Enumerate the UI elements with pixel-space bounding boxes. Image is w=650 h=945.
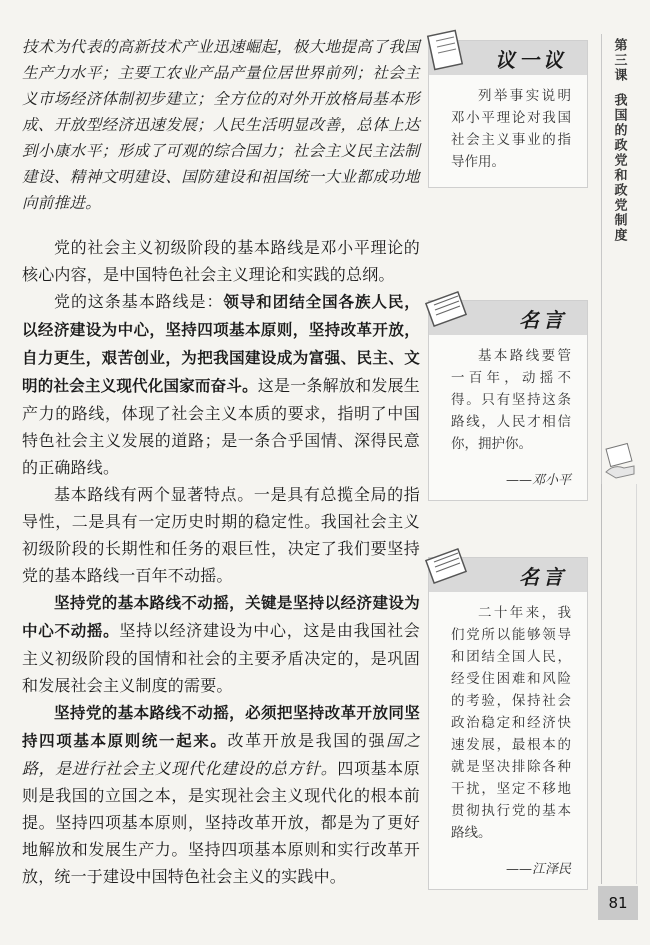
- quote-1-body: 基本路线要管一百年，动摇不得。只有坚持这条路线，人民才相信你，拥护你。: [451, 348, 571, 452]
- quote-2-title: 名言: [519, 564, 567, 589]
- hand-with-book-icon: [600, 438, 640, 482]
- main-text-column: [22, 34, 420, 890]
- p5-plain-b: 四项基本原则是我国的立国之本，是实现社会主义现代化的根本前提。坚持四项基本原则，坚持改革开放，都是为了更好地解放和发展生产力。坚持四项基本原则和实行改革开放，统一于建设中国特色社会主义的实践中。: [22, 759, 420, 886]
- sidebar-divider-outer: [636, 484, 637, 884]
- paragraph-2: [22, 288, 420, 481]
- quote-box-2: [428, 557, 588, 890]
- discussion-box-header: [429, 41, 587, 75]
- paragraph-1: 党的社会主义初级阶段的基本路线是邓小平理论的核心内容，是中国特色社会主义理论和实践的总纲。: [22, 238, 420, 284]
- quote-box-1-header: [429, 301, 587, 335]
- discussion-body: 列举事实说明邓小平理论对我国社会主义事业的指导作用。: [451, 88, 571, 170]
- intro-paragraph: 技术为代表的高新技术产业迅速崛起，极大地提高了我国生产力水平；主要工农业产品产量位居世界前列；社会主义市场经济体制初步建立；全方位的对外开放格局基本形成、开放型经济迅速发展；人民生活明显改善，总体上达到小康水平；形成了可观的综合国力；社会主义民主法制建设、精神文明建设、国防建设和祖国统一大业都成功地向前推进。: [22, 38, 420, 212]
- discussion-title: 议一议: [495, 47, 567, 72]
- p2-lead: 党的这条基本路线是：: [54, 292, 224, 311]
- p2-tail: 这是一条解放和发展生产力的路线，体现了社会主义本质的要求，指明了中国特色社会主义发展的道路；是一条合乎国情、深得民意的正确路线。: [22, 376, 420, 477]
- p4-plain: 坚持以经济建设为中心，这是由我国社会主义初级阶段的国情和社会的主要矛盾决定的，是巩固和发展社会主义制度的需要。: [22, 621, 420, 695]
- quote-box-1: [428, 300, 588, 501]
- paragraph-4: [22, 589, 420, 699]
- p4-bold: 坚持党的基本路线不动摇，关键是坚持以经济建设为中心不动摇。: [22, 594, 420, 640]
- quote-2-author: ——江泽民: [505, 862, 571, 877]
- newspaper-icon: [421, 544, 473, 592]
- scroll-icon: [421, 27, 473, 75]
- p5-plain-a: 改革开放是我国的强: [227, 731, 387, 750]
- chapter-lesson: 第三课: [611, 38, 627, 83]
- newspaper-icon: [421, 287, 473, 335]
- quote-box-2-header: [429, 558, 587, 592]
- sidebar-divider: [601, 484, 602, 884]
- paragraph-3: 基本路线有两个显著特点。一是具有总揽全局的指导性，二是具有一定历史时期的稳定性。我国社会主义初级阶段的长期性和任务的艰巨性，决定了我们要坚持党的基本路线一百年不动摇。: [22, 485, 420, 585]
- quote-2-body: 二十年来，我们党所以能够领导和团结全国人民，经受住困难和风险的考验，保持社会政治稳定和经济快速发展，最根本的就是坚决排除各种干扰，坚定不移地贯彻执行党的基本路线。: [451, 605, 571, 841]
- chapter-tab: [601, 34, 636, 484]
- quote-1-author: ——邓小平: [505, 473, 571, 488]
- p5-bold: 坚持党的基本路线不动摇，必须把坚持改革开放同坚持四项基本原则统一起来。: [22, 704, 420, 750]
- chapter-topic: 我国的政党和政党制度: [611, 93, 627, 243]
- sidebar: [428, 40, 588, 908]
- p2-bold: 领导和团结全国各族人民，以经济建设为中心，坚持四项基本原则，坚持改革开放，自力更生，艰苦创业，为把我国建设成为富强、民主、文明的社会主义现代化国家而奋斗。: [22, 293, 420, 395]
- p5-italic: 国之路，是进行社会主义现代化建设的总方针。: [22, 731, 420, 778]
- paragraph-5: [22, 699, 420, 890]
- discussion-box: [428, 40, 588, 188]
- page-number: 81: [598, 886, 638, 920]
- quote-1-title: 名言: [519, 307, 567, 332]
